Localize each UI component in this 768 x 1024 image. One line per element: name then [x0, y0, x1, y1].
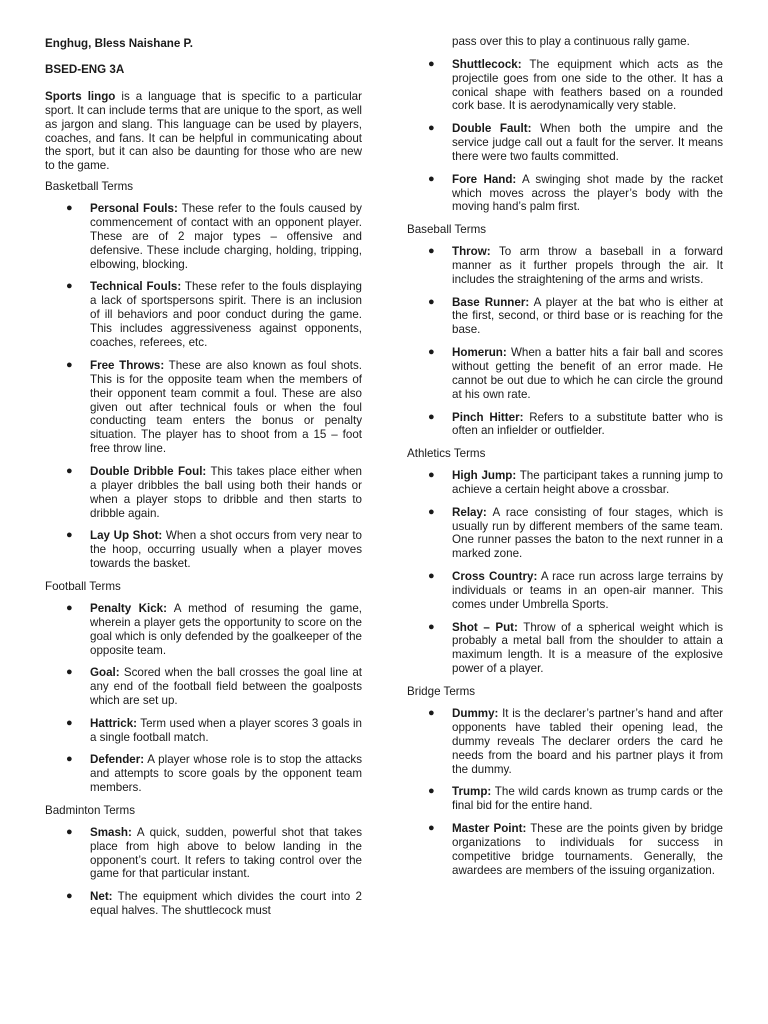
term-definition: A method of resuming the game, wherein a player gets the opportunity to score on the goal which is only defended by the goalkeeper of the opposite team.	[90, 601, 362, 657]
bullet-icon: ●	[428, 122, 435, 135]
section-heading: Baseball Terms	[407, 223, 487, 237]
bullet-icon: ●	[66, 666, 73, 679]
term-item	[45, 753, 362, 795]
section-heading: Badminton Terms	[45, 803, 135, 817]
bullet-icon: ●	[428, 570, 435, 583]
term-name: Throw:	[452, 245, 491, 259]
bullet-icon: ●	[428, 706, 435, 719]
bullet-icon: ●	[428, 172, 435, 185]
term-item	[407, 621, 723, 677]
author-name: Enghug, Bless Naishane P.	[45, 37, 193, 50]
term-item	[45, 826, 362, 882]
term-definition: Refers to a substitute batter who is often an infielder or outfielder.	[452, 410, 723, 438]
term-list	[407, 707, 723, 878]
bullet-icon: ●	[428, 245, 435, 258]
term-definition: Throw of a spherical weight which is probably a metal ball from the shoulder to attain a maximum length. It is a measure of the explosive power of a player.	[452, 620, 724, 676]
term-item	[407, 58, 723, 114]
bullet-icon: ●	[66, 202, 73, 215]
net-continuation: pass over this to play a continuous rally game.	[452, 35, 690, 48]
section-baseball-terms	[407, 223, 723, 438]
term-item	[407, 469, 723, 497]
term-definition: Scored when the ball crosses the goal line at any end of the football field between the goalposts which are set up.	[90, 666, 362, 708]
term-definition: These refer to the fouls caused by commencement of contact with an opponent player. These are of 2 major types – offensive and defensive. These include charging, holding, tripping, elbowing, blocking.	[90, 202, 362, 271]
term-definition: These are also known as foul shots. This is for the opposite team when the members of their opponent team commit a foul. These are also given out after technical fouls or when the foul conducting team enters the bonus or penalty situation. The player has to shoot from a 15 – foot free throw line.	[90, 358, 363, 456]
bullet-icon: ●	[428, 295, 435, 308]
term-list	[45, 202, 362, 571]
section-heading: Athletics Terms	[407, 447, 486, 461]
section-continued	[407, 58, 723, 215]
section-heading: Bridge Terms	[407, 685, 476, 698]
term-list	[407, 469, 723, 676]
term-definition: A quick, sudden, powerful shot that takes place from high above to below landing in the opponent’s court. It refers to taking control over the game for that particular instant.	[90, 825, 362, 881]
term-definition: A race run across large terrains by individuals or teams in an open-air manner. This comes under Umbrella Sports.	[452, 570, 723, 611]
term-definition: This takes place either when a player dribbles the ball using both their hands or when a player stops to dribble and then starts to dribble again.	[90, 464, 362, 520]
term-name: Pinch Hitter:	[452, 410, 524, 424]
term-name: Fore Hand:	[452, 172, 517, 186]
term-list	[407, 245, 723, 438]
term-item	[45, 202, 362, 272]
term-definition: The wild cards known as trump cards or the final bid for the entire hand.	[452, 785, 723, 813]
term-definition: To arm throw a baseball in a forward manner as it further propels through the air. It includes the straightening of the arms and wrists.	[452, 245, 723, 286]
term-name: Relay:	[452, 505, 487, 519]
term-definition: When both the umpire and the service judge call out a fault for the server. It means there were two faults committed.	[452, 122, 723, 163]
bullet-icon: ●	[428, 505, 435, 518]
term-definition: A race consisting of four stages, which is usually run by different members of the same team. One runner passes the baton to the next runner in a marked zone.	[452, 505, 723, 561]
bullet-icon: ●	[66, 529, 73, 542]
term-item	[45, 359, 362, 456]
term-list	[45, 602, 362, 795]
term-name: Lay Up Shot:	[90, 529, 163, 543]
term-item	[45, 529, 362, 571]
section-heading: Basketball Terms	[45, 180, 134, 194]
bullet-icon: ●	[66, 280, 73, 293]
left-column	[45, 37, 362, 927]
term-list	[407, 58, 723, 215]
bullet-icon: ●	[66, 716, 73, 729]
intro-text: is a language that is specific to a particular sport. It can include terms that are unique to the sport, as well as jargon and slang. This language can be used by players, coaches, and fans. It can be helpful in communicating about the sport, but it can also be daunting for those who are new to the game.	[45, 89, 362, 173]
intro-paragraph	[45, 90, 362, 173]
bullet-icon: ●	[428, 469, 435, 482]
term-definition: It is the declarer’s partner’s hand and after opponents have tabled their opening lead, the dummy reveals The declarer orders the card he needs from the board and his partner plays it from the dummy.	[452, 706, 723, 776]
term-name: Personal Fouls:	[90, 202, 178, 216]
term-item	[407, 122, 723, 164]
term-item	[45, 717, 362, 745]
term-definition: These refer to the fouls displaying a lack of sportspersons spirit. There is an inclusion of ill behaviors and poor conduct during the game. This includes aggressiveness against opponents, coaches, referees, etc.	[90, 280, 363, 350]
term-name: Trump:	[452, 785, 492, 799]
bullet-icon: ●	[428, 57, 435, 70]
bullet-icon: ●	[66, 753, 73, 766]
term-definition: A player at the bat who is either at the first, second, or third base or is reaching for the base.	[452, 295, 723, 337]
bullet-icon: ●	[66, 358, 73, 371]
term-name: Net:	[90, 890, 113, 904]
term-item	[407, 785, 723, 813]
term-definition: The equipment which acts as the projectile goes from one side to the other. It has a conical shape with feathers based on a rounded cork base. It is aerodynamically very stable.	[452, 57, 723, 113]
term-definition: The participant takes a running jump to achieve a certain height above a crossbar.	[452, 469, 723, 496]
term-name: Homerun:	[452, 346, 507, 360]
term-item	[407, 707, 723, 777]
bullet-icon: ●	[66, 601, 73, 614]
term-name: Smash:	[90, 825, 132, 839]
term-name: Hattrick:	[90, 716, 138, 730]
term-definition: These are the points given by bridge organizations to individuals for success in competitive bridge tournaments. Generally, the awardees are members of the issuing organization.	[452, 821, 723, 877]
bullet-icon: ●	[428, 410, 435, 423]
term-name: Base Runner:	[452, 295, 530, 309]
term-definition: Term used when a player scores 3 goals in a single football match.	[90, 716, 362, 744]
bullet-icon: ●	[66, 464, 73, 477]
bullet-icon: ●	[428, 785, 435, 798]
term-item	[407, 411, 723, 439]
term-name: Penalty Kick:	[90, 601, 167, 615]
term-item	[45, 602, 362, 658]
term-definition: When a batter hits a fair ball and scores without getting the benefit of an error made. He cannot be out due to which he can circle the ground at his own rate.	[452, 346, 723, 401]
term-name: Goal:	[90, 666, 120, 680]
term-name: Double Fault:	[452, 122, 532, 136]
term-item	[407, 506, 723, 562]
term-item	[407, 245, 723, 287]
term-item	[45, 465, 362, 521]
right-sections	[407, 58, 723, 878]
term-item	[407, 822, 723, 878]
term-name: Shot – Put:	[452, 620, 518, 634]
term-item	[407, 173, 723, 215]
right-column	[407, 35, 723, 886]
term-name: Master Point:	[452, 821, 527, 835]
term-name: Defender:	[90, 753, 145, 767]
term-name: Shuttlecock:	[452, 57, 522, 71]
section-football-terms	[45, 580, 362, 795]
bullet-icon: ●	[428, 620, 435, 633]
bullet-icon: ●	[66, 825, 73, 838]
term-item	[407, 570, 723, 612]
section-athletics-terms	[407, 447, 723, 676]
section-bridge-terms	[407, 685, 723, 877]
term-name: Dummy:	[452, 706, 499, 720]
term-item	[407, 296, 723, 338]
bullet-icon: ●	[66, 890, 73, 903]
intro-term: Sports lingo	[45, 89, 116, 103]
term-item	[45, 890, 362, 918]
section-badminton-terms	[45, 804, 362, 918]
course-section: BSED-ENG 3A	[45, 63, 125, 77]
term-definition: The equipment which divides the court into 2 equal halves. The shuttlecock must	[90, 890, 362, 918]
section-basketball-terms	[45, 180, 362, 571]
term-definition: A swinging shot made by the racket which moves across the player’s body with the moving hand’s palm first.	[452, 172, 723, 214]
bullet-icon: ●	[428, 821, 435, 834]
term-name: Double Dribble Foul:	[90, 464, 207, 478]
term-list	[45, 826, 362, 918]
left-sections	[45, 180, 362, 918]
term-name: Technical Fouls:	[90, 280, 182, 294]
term-name: High Jump:	[452, 469, 517, 483]
term-item	[407, 346, 723, 402]
term-item	[45, 666, 362, 708]
term-definition: A player whose role is to stop the attacks and attempts to score goals by the opponent team members.	[90, 753, 362, 795]
term-name: Cross Country:	[452, 570, 538, 584]
section-heading: Football Terms	[45, 579, 121, 593]
term-definition: When a shot occurs from very near to the hoop, occurring usually when a player moves towards the basket.	[90, 529, 362, 571]
bullet-icon: ●	[428, 346, 435, 359]
term-name: Free Throws:	[90, 358, 165, 372]
term-item	[45, 280, 362, 350]
